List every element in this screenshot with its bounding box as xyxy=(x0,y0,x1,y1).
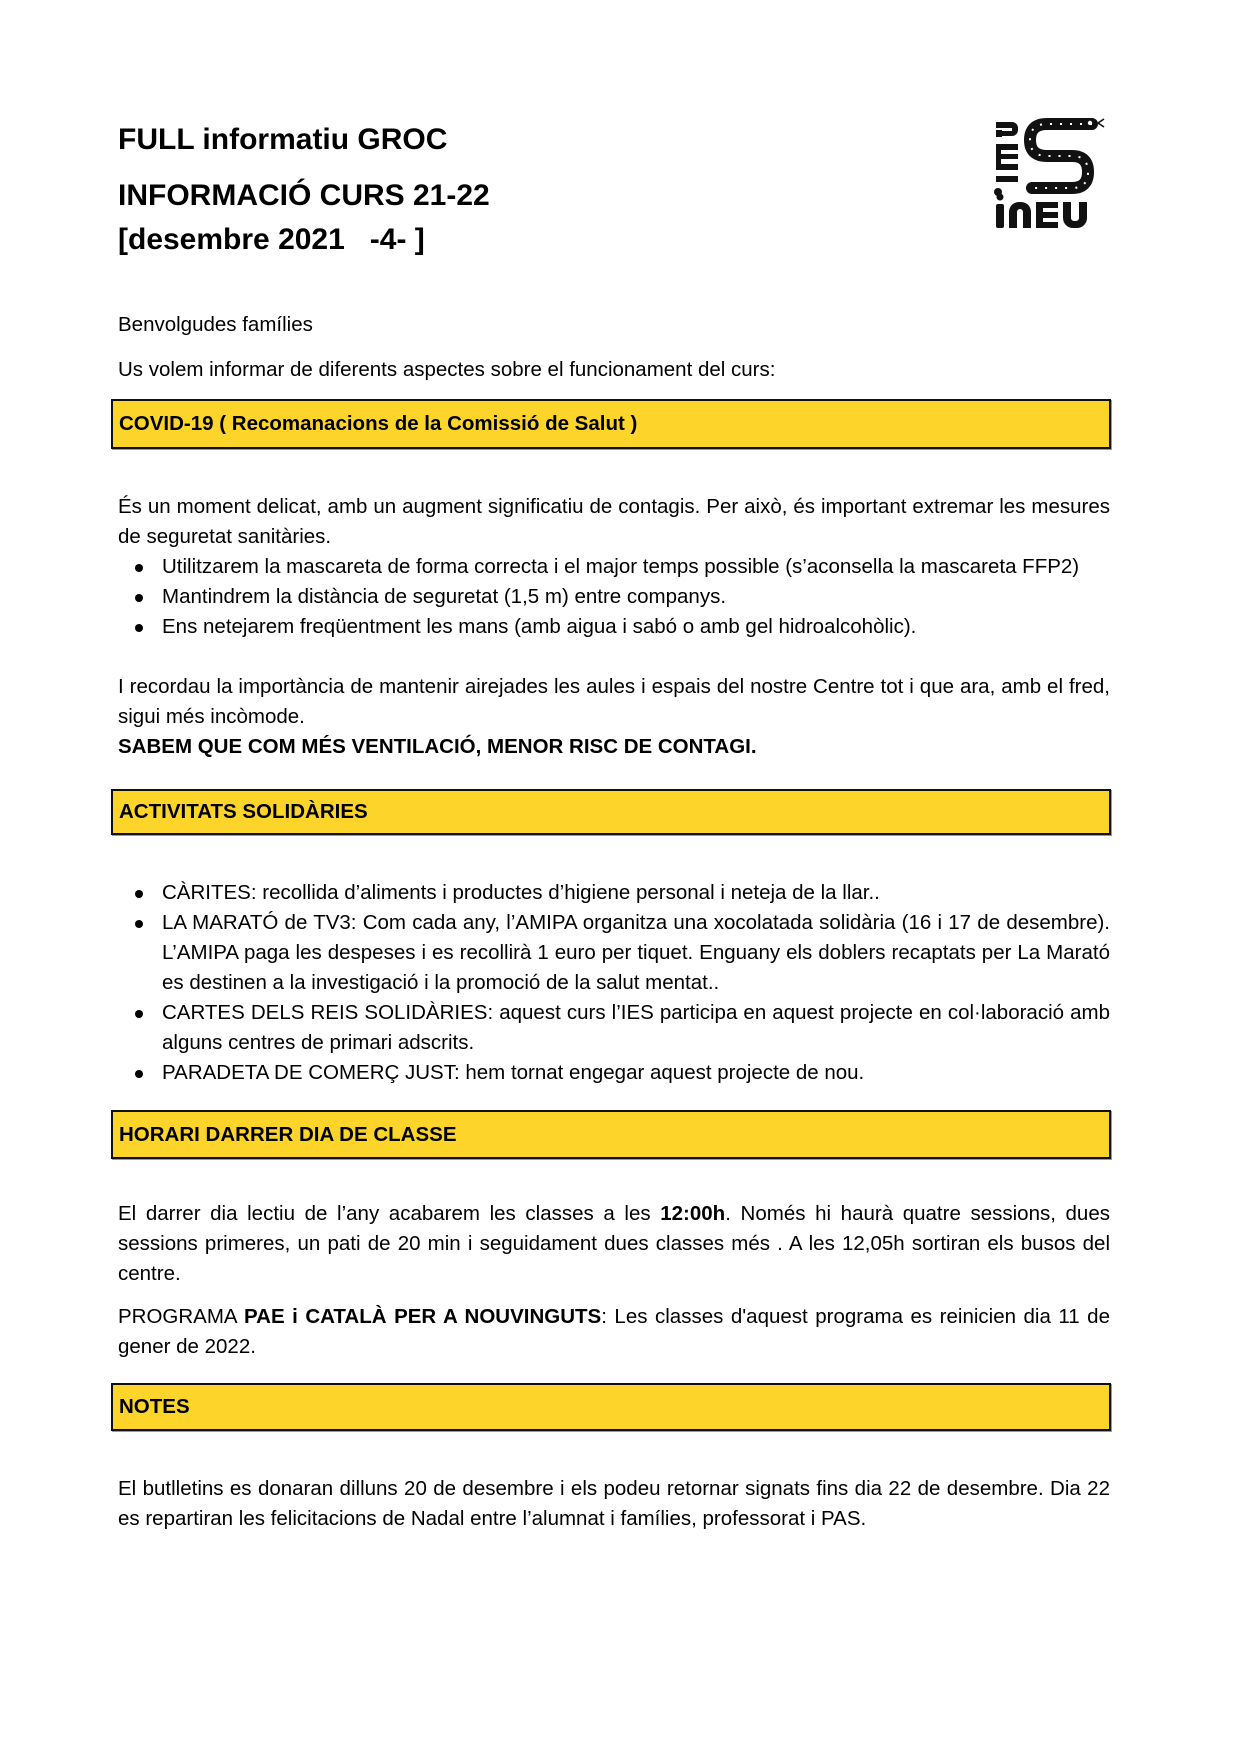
ies-ineu-logo-icon xyxy=(992,112,1110,230)
covid-emphasis: SABEM QUE COM MÉS VENTILACIÓ, MENOR RISC DE CONTAGI. xyxy=(118,735,757,758)
greeting: Benvolgudes famílies xyxy=(118,313,313,336)
document-date: [desembre 2021 -4- ] xyxy=(118,223,425,256)
section-heading-label: COVID-19 ( Recomanacions de la Comissió de Salut ) xyxy=(119,412,638,435)
horari-text-cont: . Només hi haurà quatre sessions, dues sessions primeres, un pati de 20 min i seguidament dues classes més . A les 12,05h sortiran els busos del centre. xyxy=(118,1202,1110,1285)
list-item: LA MARATÓ de TV3: Com cada any, l’AMIPA organitza una xocolatada solidària (16 i 17 de desembre). L’AMIPA paga les despeses i es recollirà 1 euro per tiquet. Enguany els doblers recaptats per La Marató es destinen a la investigació i la promoció de la salut mentat.. xyxy=(118,908,1110,998)
document-title: FULL informatiu GROC xyxy=(118,123,448,156)
list-item: PARADETA DE COMERÇ JUST: hem tornat engegar aquest projecte de nou. xyxy=(118,1058,1110,1088)
section-heading-activitats xyxy=(111,789,1111,835)
section-heading-notes xyxy=(111,1383,1111,1431)
activitats-bullet-list xyxy=(118,878,1110,1088)
covid-closing: I recordau la importància de mantenir airejades les aules i espais del nostre Centre tot i que ara, amb el fred, sigui més incòmode. xyxy=(118,675,1110,728)
section-heading-horari xyxy=(111,1110,1111,1159)
document-subtitle: INFORMACIÓ CURS 21-22 xyxy=(118,179,490,212)
programa-paragraph xyxy=(118,1302,1110,1362)
programa-text: : Les classes d'aquest programa es reinicien dia 11 de gener de 2022. xyxy=(118,1305,1110,1358)
horari-text: El darrer dia lectiu de l’any acabarem les classes a les xyxy=(118,1202,661,1225)
programa-label: PROGRAMA xyxy=(118,1305,244,1328)
notes-paragraph: El butlletins es donaran dilluns 20 de desembre i els podeu retornar signats fins dia 22 de desembre. Dia 22 es repartiran les felicitacions de Nadal entre l’alumnat i famílies, professorat i PAS. xyxy=(118,1477,1110,1530)
list-item: Ens netejarem freqüentment les mans (amb aigua i sabó o amb gel hidroalcohòlic). xyxy=(118,612,1110,642)
list-item: CÀRITES: recollida d’aliments i productes d’higiene personal i neteja de la llar.. xyxy=(118,878,1110,908)
programa-name: PAE i CATALÀ PER A NOUVINGUTS xyxy=(243,1305,602,1328)
section-heading-label: NOTES xyxy=(119,1395,190,1418)
list-item: Utilitzarem la mascareta de forma correcta i el major temps possible (s’aconsella la mascareta FFP2) xyxy=(118,552,1110,582)
section-heading-label: ACTIVITATS SOLIDÀRIES xyxy=(119,800,368,823)
horari-paragraph xyxy=(118,1199,1110,1289)
list-item: Mantindrem la distància de seguretat (1,5 m) entre companys. xyxy=(118,582,1110,612)
covid-paragraph: És un moment delicat, amb un augment significatiu de contagis. Per això, és important extremar les mesures de seguretat sanitàries. xyxy=(118,495,1110,548)
intro-text: Us volem informar de diferents aspectes sobre el funcionament del curs: xyxy=(118,358,776,381)
list-item: CARTES DELS REIS SOLIDÀRIES: aquest curs l’IES participa en aquest projecte en col·laboració amb alguns centres de primari adscrits. xyxy=(118,998,1110,1058)
horari-time: 12:00h xyxy=(660,1202,726,1225)
section-heading-covid xyxy=(111,399,1111,449)
section-heading-label: HORARI DARRER DIA DE CLASSE xyxy=(119,1123,457,1146)
covid-bullet-list xyxy=(118,552,1110,642)
